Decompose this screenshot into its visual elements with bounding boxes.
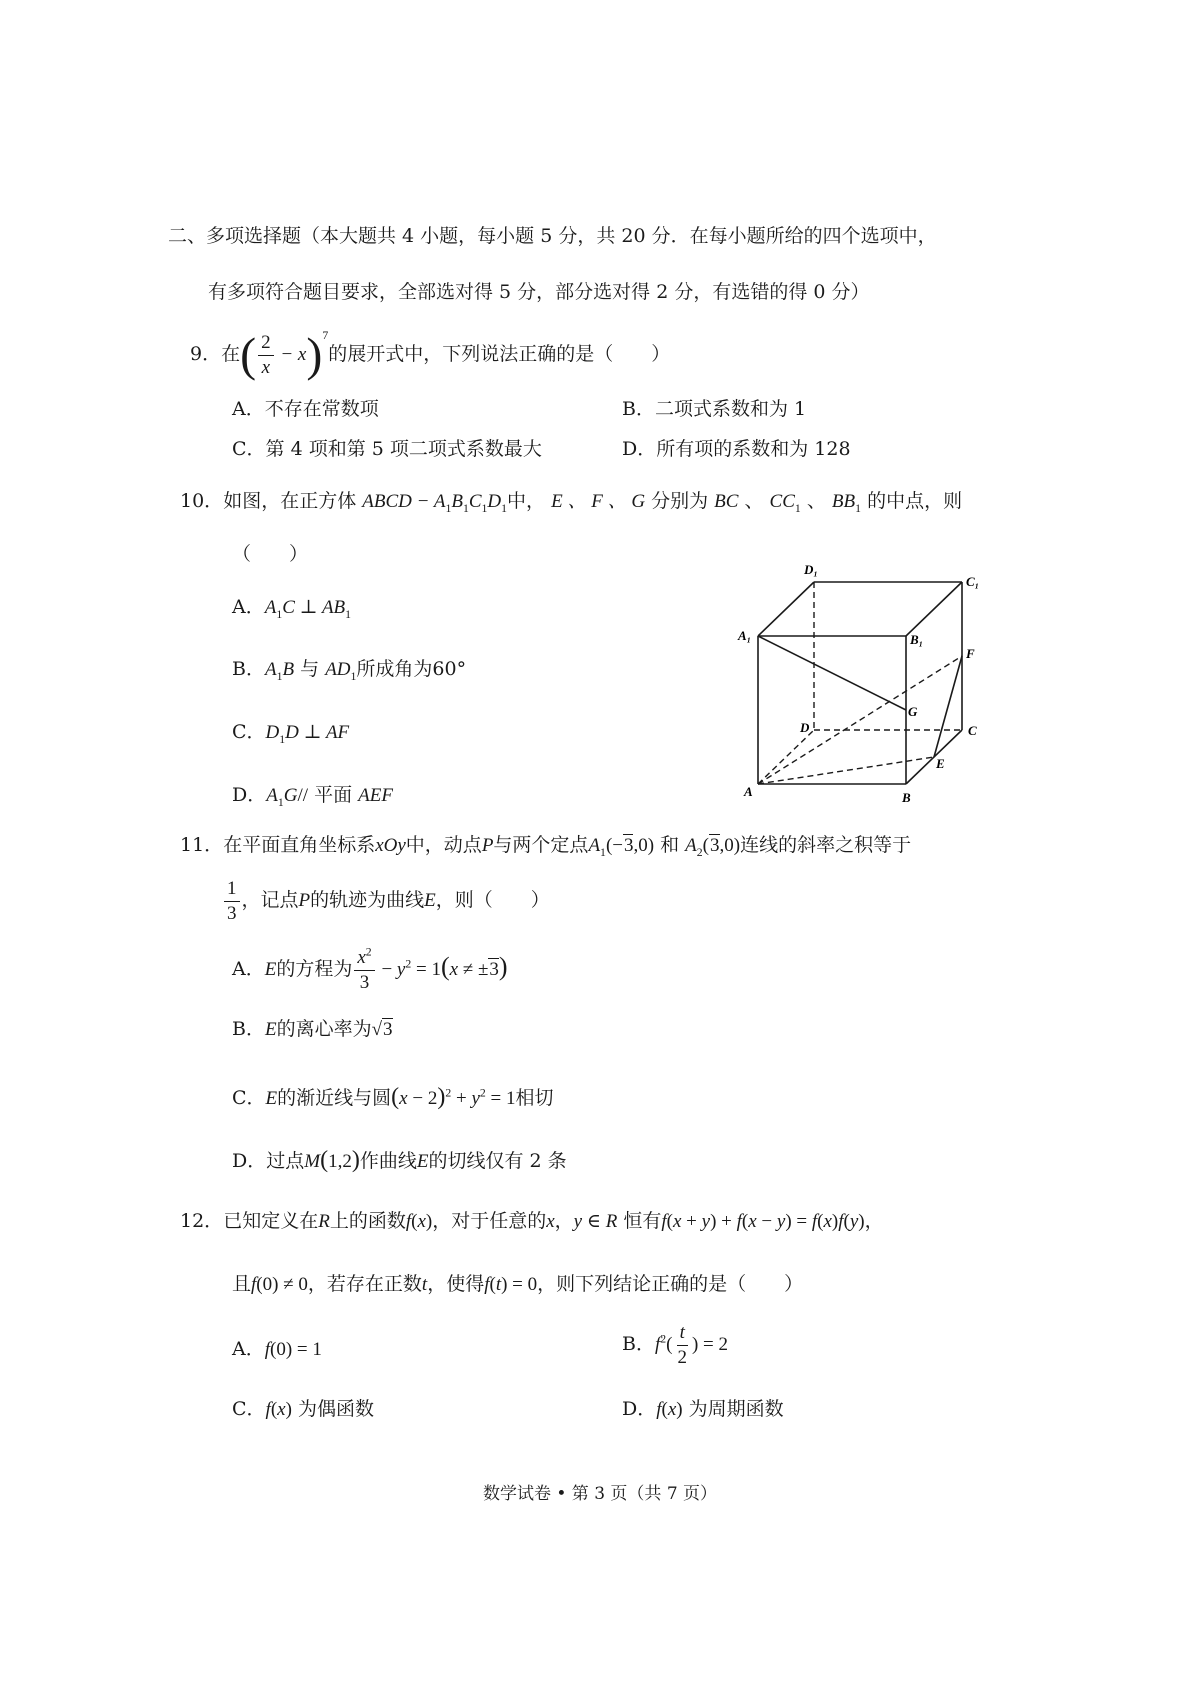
question-10-stem: 10．如图，在正方体 ABCD − $A_1B_1C_1D_1$中， E 、 F 、 G 分别为 BC 、 $CC_1$ 、 $BB_1$ 的中点，则 [180,490,963,515]
label-b: B [902,790,911,805]
q12-option-a[interactable]: A．f(0) = 1 [232,1338,322,1360]
question-10-paren: （ ） [232,543,309,565]
q11-option-d[interactable]: D．过点M(1,2)作曲线E的切线仅有 2 条 [232,1147,567,1173]
question-11-stem-2: $\frac{1}{3}$ ，记点P的轨迹为曲线E，则（ ） [222,878,550,923]
label-c1: C₁ [966,574,980,589]
question-9-stem: 9．在( $\frac{2}{x}$ − x)$^7$的展开式中，下列说法正确的是（ ） [190,328,671,382]
q12-option-c[interactable]: C．f(x) 为偶函数 [232,1398,374,1420]
label-d: D [800,720,810,735]
q11-option-a[interactable]: A．E的方程为 $\frac{x^2}{3}$ − $y^2 = 1(x \ne \pm 3)$ [232,945,508,994]
label-e: E [936,756,945,771]
question-12-stem: 12．已知定义在R上的函数f(x)，对于任意的x，y ∈ R 恒有f(x + y) + f(x − y) = f(x)f(y)， [180,1210,884,1232]
question-number: 10． [180,490,224,512]
question-number: 12． [180,1210,224,1232]
q9-option-d[interactable]: D．所有项的系数和为 128 [622,438,851,460]
question-number: 11． [180,834,224,856]
q10-option-a[interactable]: A．$A_1C$ ⊥ $AB_1$ [232,596,352,621]
cube-figure [730,560,1030,820]
label-g: G [908,704,918,719]
q12-option-d[interactable]: D．f(x) 为周期函数 [622,1398,784,1420]
q10-option-c[interactable]: C．$D_1D$ ⊥ AF [232,721,350,746]
q12-option-b[interactable]: B．$f^2$( $\frac{t}{2}$ ) = 2 [622,1322,729,1369]
expression: ( $\frac{2}{x}$ − x)$^7$ [240,328,329,382]
label-c: C [968,723,977,738]
q9-option-c[interactable]: C．第 4 项和第 5 项二项式系数最大 [232,438,542,460]
q11-option-c[interactable]: C．E的渐近线与圆$(x - 2)^2 + y^2 = 1$相切 [232,1084,554,1110]
q11-option-b[interactable]: B．E的离心率为√3 [232,1018,393,1040]
q9-option-a[interactable]: A．不存在常数项 [232,398,379,420]
label-a: A [744,784,753,799]
page-footer: 数学试卷 • 第 3 页（共 7 页） [482,1484,718,1504]
section-heading-line1: 二、多项选择题（本大题共 4 小题，每小题 5 分，共 20 分．在每小题所给的四个选项中， [168,225,937,247]
question-11-stem: 11．在平面直角坐标系xOy中，动点P与两个定点$A_1(-3,0)$ 和 $A_2(3,0)$连线的斜率之积等于 [180,834,912,859]
q9-option-b[interactable]: B．二项式系数和为 1 [622,398,807,420]
question-12-stem-2: 且f(0) ≠ 0，若存在正数t，使得f(t) = 0，则下列结论正确的是（ ） [232,1273,804,1295]
q10-option-b[interactable]: B．$A_1B$ 与 $AD_1$所成角为60° [232,658,467,683]
label-f: F [966,646,975,661]
question-number: 9． [190,343,222,365]
label-b1: B₁ [910,632,924,647]
label-d1: D₁ [804,562,818,577]
q10-option-d[interactable]: D．$A_1G//$ 平面 AEF [232,784,393,809]
label-a1: A₁ [738,628,752,643]
section-heading-line2: 有多项符合题目要求，全部选对得 5 分，部分选对得 2 分，有选错的得 0 分） [208,281,870,303]
